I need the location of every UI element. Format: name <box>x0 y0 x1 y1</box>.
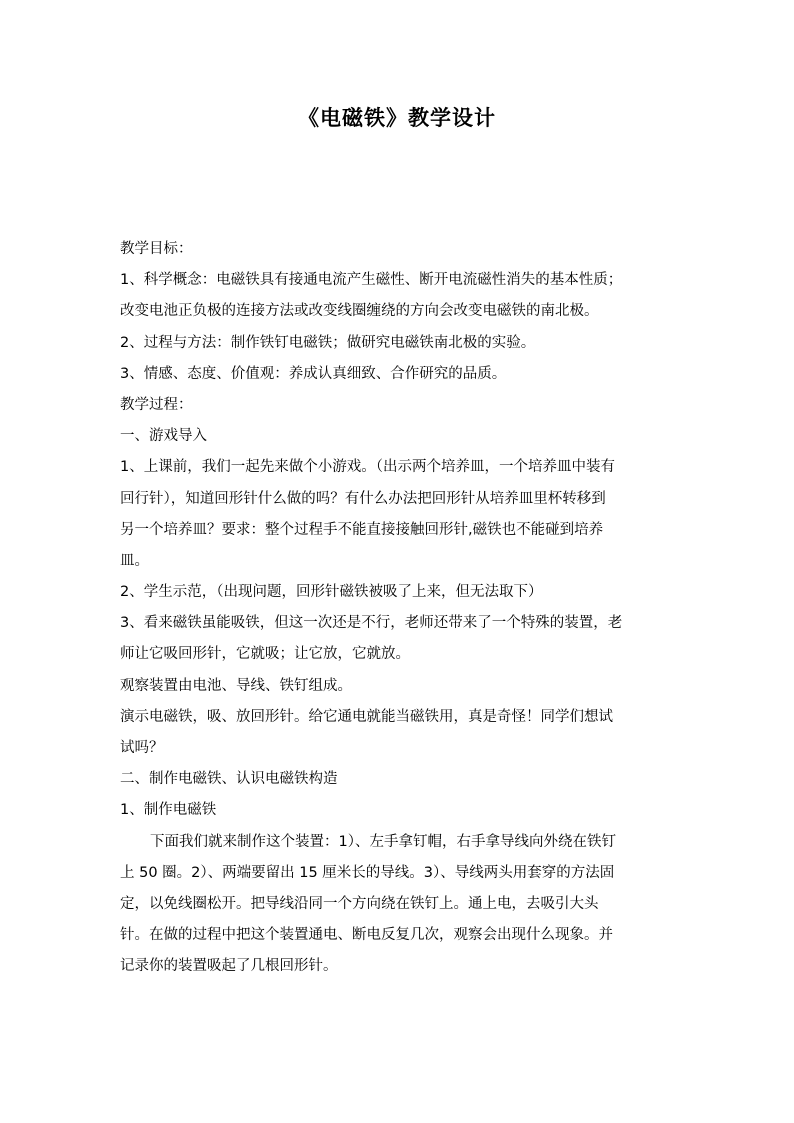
paragraph-line: 改变电池正负极的连接方法或改变线圈缠绕的方向会改变电磁铁的南北极。 <box>120 303 599 320</box>
paragraph-line: 上 50 圈。2）、两端要留出 15 厘米长的导线。3）、导线两头用套穿的方法固 <box>120 864 615 881</box>
paragraph-line: 试吗？ <box>120 740 164 756</box>
paragraph-line: 1、科学概念：电磁铁具有接通电流产生磁性、断开电流磁性消失的基本性质； <box>120 272 623 289</box>
paragraph-line: 针。在做的过程中把这个装置通电、断电反复几次，观察会出现什么现象。并 <box>120 927 613 944</box>
subsection-heading: 1、制作电磁铁 <box>120 802 217 819</box>
section-heading-process: 教学过程： <box>120 396 193 413</box>
document-title: 《电磁铁》教学设计 <box>298 105 496 130</box>
paragraph-line: 另一个培养皿？要求：整个过程手不能直接接触回形针,磁铁也不能碰到培养 <box>120 521 604 538</box>
paragraph-line: 2、过程与方法：制作铁钉电磁铁；做研究电磁铁南北极的实验。 <box>120 334 536 351</box>
paragraph-line: 3、看来磁铁虽能吸铁，但这一次还是不行，老师还带来了一个特殊的装置，老 <box>120 615 623 632</box>
paragraph-line: 2、学生示范，（出现问题，回形针磁铁被吸了上来，但无法取下） <box>120 584 543 601</box>
paragraph-line: 定，以免线圈松开。把导线沿同一个方向绕在铁钉上。通上电，去吸引大头 <box>120 895 599 912</box>
paragraph-line: 师让它吸回形针，它就吸；让它放，它就放。 <box>120 646 410 663</box>
paragraph-line: 记录你的装置吸起了几根回形针。 <box>120 958 338 975</box>
document-body <box>120 234 680 983</box>
section-heading-objectives: 教学目标： <box>120 241 193 257</box>
paragraph-line: 3、情感、态度、价值观：养成认真细致、合作研究的品质。 <box>120 365 507 382</box>
paragraph-line: 1、上课前，我们一起先来做个小游戏。（出示两个培养皿，一个培养皿中装有 <box>120 459 615 476</box>
subsection-heading: 二、制作电磁铁、认识电磁铁构造 <box>120 771 338 788</box>
paragraph-line: 回行针），知道回形针什么做的吗？有什么办法把回形针从培养皿里杯转移到 <box>120 490 606 507</box>
paragraph-line: 演示电磁铁，吸、放回形针。给它通电就能当磁铁用，真是奇怪！同学们想试 <box>120 708 613 725</box>
paragraph-line: 下面我们就来制作这个装置：1）、左手拿钉帽，右手拿导线向外绕在铁钉 <box>150 833 616 850</box>
paragraph-line: 观察装置由电池、导线、铁钉组成。 <box>120 677 352 694</box>
paragraph-line: 皿。 <box>120 552 149 569</box>
subsection-heading: 一、游戏导入 <box>120 428 207 445</box>
